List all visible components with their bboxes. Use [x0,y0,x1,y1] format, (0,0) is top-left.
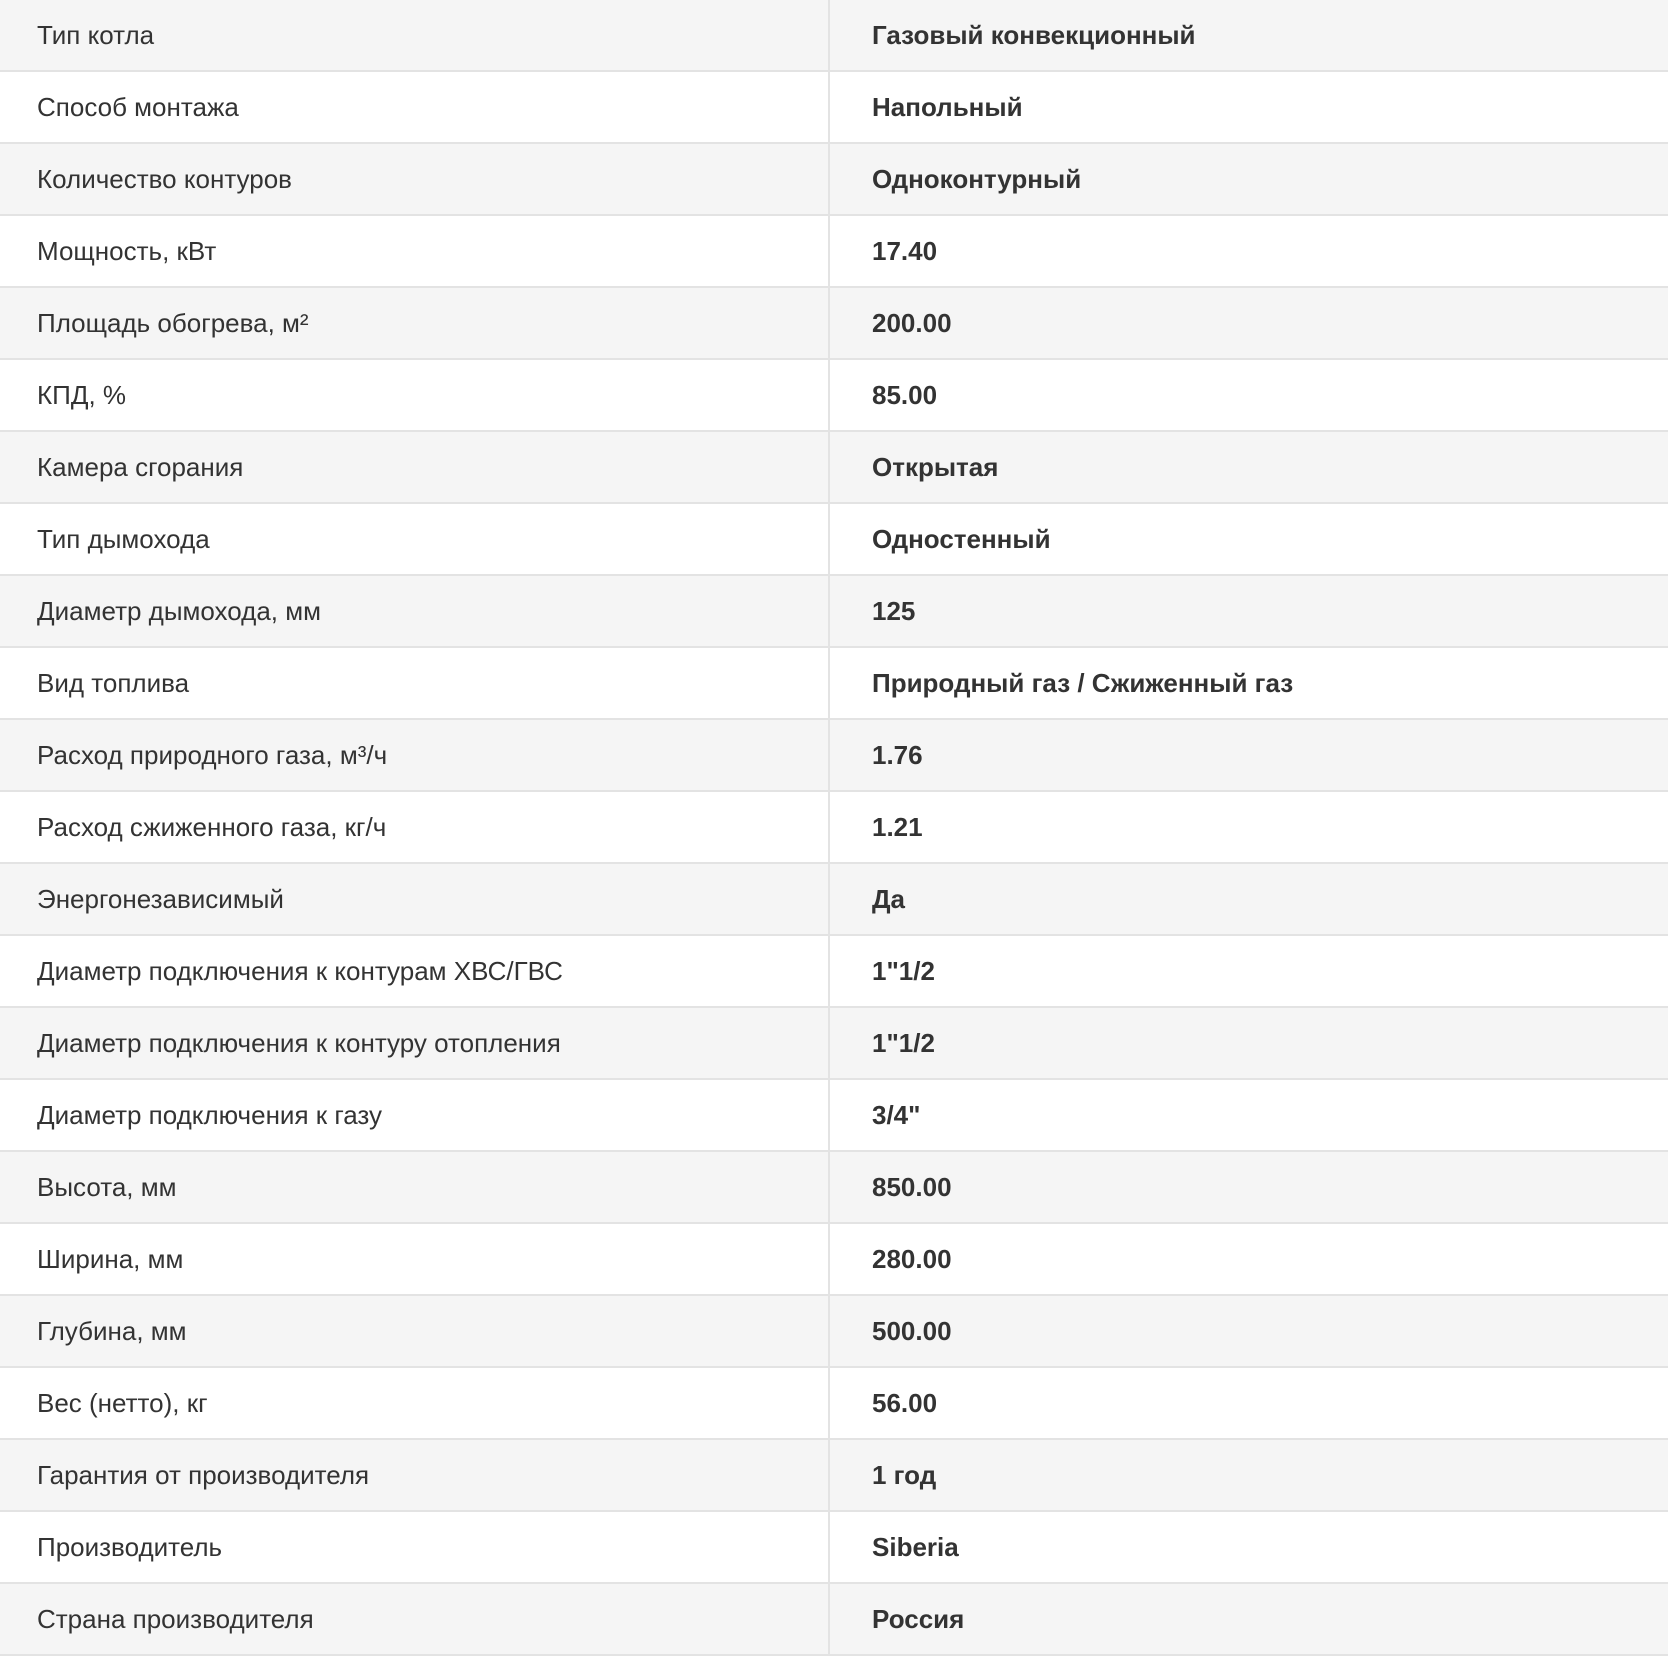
spec-label: Высота, мм [0,1152,830,1222]
spec-row-boiler-type [0,0,1668,72]
spec-label: Диаметр подключения к контуру отопления [0,1008,830,1078]
spec-value: 85.00 [872,379,938,410]
spec-label: Количество контуров [0,144,830,214]
spec-row-chimney-diameter [0,576,1668,648]
spec-label: Вес (нетто), кг [0,1368,830,1438]
spec-row-fuel-type [0,648,1668,720]
spec-label: Глубина, мм [0,1296,830,1366]
spec-row-country [0,1584,1668,1656]
spec-value: 125 [872,595,916,626]
spec-row-efficiency [0,360,1668,432]
spec-label: Диаметр дымохода, мм [0,576,830,646]
spec-row-lpg-consumption [0,792,1668,864]
spec-label: Площадь обогрева, м² [0,288,830,358]
spec-value: Siberia [872,1531,959,1562]
spec-row-width [0,1224,1668,1296]
spec-value: 1"1/2 [872,955,935,986]
spec-label: Мощность, кВт [0,216,830,286]
spec-label: Расход природного газа, м³/ч [0,720,830,790]
spec-row-gas-connection-diameter [0,1080,1668,1152]
spec-row-energy-independent [0,864,1668,936]
spec-label: Страна производителя [0,1584,830,1654]
spec-label: Вид топлива [0,648,830,718]
spec-label: Диаметр подключения к контурам ХВС/ГВС [0,936,830,1006]
spec-label: КПД, % [0,360,830,430]
spec-label: Производитель [0,1512,830,1582]
spec-label: Тип котла [0,0,830,70]
spec-row-circuits [0,144,1668,216]
spec-row-net-weight [0,1368,1668,1440]
spec-row-combustion-chamber [0,432,1668,504]
spec-value: Да [872,883,905,914]
spec-row-heating-connection-diameter [0,1008,1668,1080]
spec-label: Тип дымохода [0,504,830,574]
spec-value: 200.00 [872,307,952,338]
spec-value: Россия [872,1603,965,1634]
spec-row-water-connection-diameter [0,936,1668,1008]
spec-label: Камера сгорания [0,432,830,502]
spec-value: 1 год [872,1459,937,1490]
spec-value: 56.00 [872,1387,938,1418]
spec-label: Способ монтажа [0,72,830,142]
spec-value: Газовый конвекционный [872,19,1196,50]
spec-value: 280.00 [872,1243,952,1274]
spec-label: Гарантия от производителя [0,1440,830,1510]
spec-row-natural-gas-consumption [0,720,1668,792]
spec-row-mounting [0,72,1668,144]
spec-row-manufacturer [0,1512,1668,1584]
spec-value: 1.21 [872,811,923,842]
spec-row-chimney-type [0,504,1668,576]
spec-row-warranty [0,1440,1668,1512]
spec-value: Одностенный [872,523,1051,554]
spec-row-heating-area [0,288,1668,360]
spec-value: 17.40 [872,235,938,266]
spec-value: 850.00 [872,1171,952,1202]
spec-label: Ширина, мм [0,1224,830,1294]
spec-value: 3/4" [872,1099,921,1130]
spec-value: Напольный [872,91,1023,122]
spec-label: Расход сжиженного газа, кг/ч [0,792,830,862]
spec-row-depth [0,1296,1668,1368]
spec-row-height [0,1152,1668,1224]
spec-value: Одноконтурный [872,163,1082,194]
spec-value: Природный газ / Сжиженный газ [872,667,1294,698]
spec-value: Открытая [872,451,999,482]
spec-row-power [0,216,1668,288]
spec-label: Энергонезависимый [0,864,830,934]
spec-value: 1"1/2 [872,1027,935,1058]
spec-label: Диаметр подключения к газу [0,1080,830,1150]
spec-value: 1.76 [872,739,923,770]
spec-value: 500.00 [872,1315,952,1346]
